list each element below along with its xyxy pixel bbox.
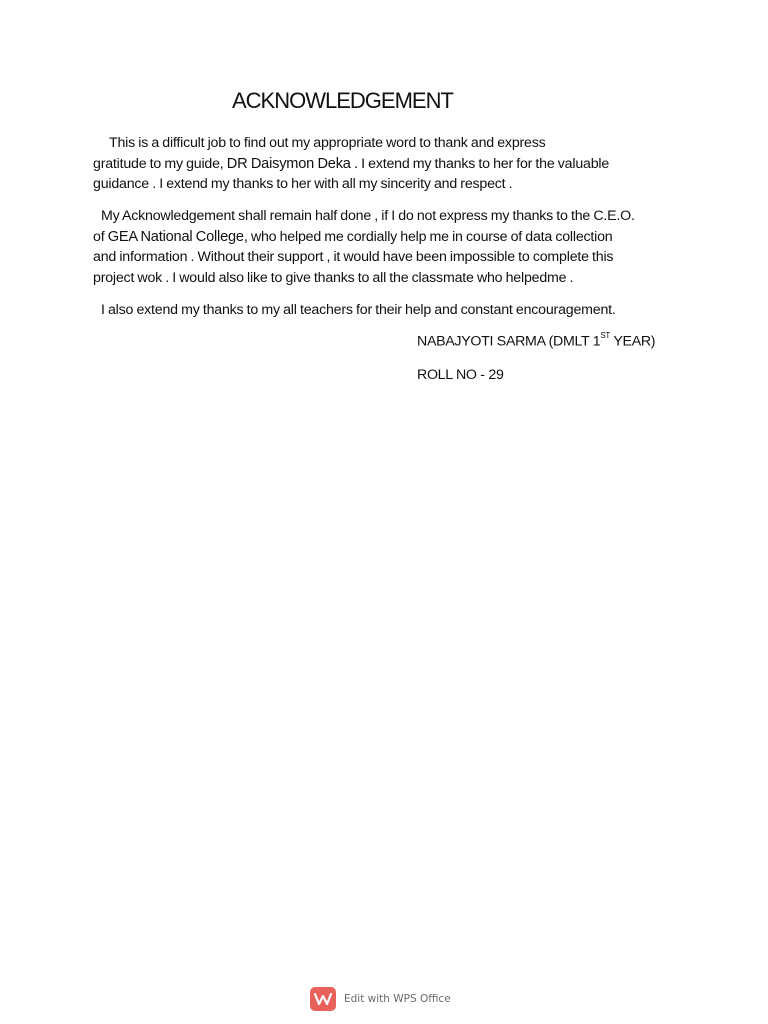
ceo-text: C.E.O. bbox=[593, 208, 635, 224]
text-segment: My Acknowledgement shall remain half done , if I do not express my thanks to the bbox=[101, 208, 594, 224]
paragraph-intro bbox=[93, 133, 673, 195]
paragraph-acknowledgement bbox=[93, 206, 673, 288]
text-segment: YEAR) bbox=[609, 333, 656, 350]
paragraph-line bbox=[93, 227, 673, 248]
text-segment: of bbox=[93, 228, 108, 245]
paragraph-teachers bbox=[93, 300, 673, 321]
guide-name: DR Daisymon Deka . bbox=[226, 155, 358, 172]
text-segment: who helped me cordially help me in course of data collection bbox=[247, 228, 613, 245]
wps-logo-icon bbox=[310, 987, 336, 1011]
paragraph-line: and information . Without their support , it would have been impossible to complete this bbox=[93, 249, 614, 265]
signature-name bbox=[417, 333, 655, 350]
paragraph-line: I also extend my thanks to my all teachers for their help and constant encouragement. bbox=[101, 302, 616, 318]
text-segment: NABAJYOTI SARMA (DMLT 1 bbox=[417, 333, 601, 350]
paragraph-line: guidance . I extend my thanks to her with all my sincerity and respect . bbox=[93, 176, 513, 192]
roll-number: ROLL NO - 29 bbox=[417, 367, 504, 383]
wps-watermark[interactable] bbox=[310, 987, 451, 1011]
college-name: GEA National College, bbox=[107, 228, 248, 245]
paragraph-line: This is a difficult job to find out my appropriate word to thank and express bbox=[109, 135, 546, 151]
superscript: ST bbox=[600, 331, 610, 340]
text-segment: I extend my thanks to her for the valuable bbox=[357, 155, 610, 172]
paragraph-line bbox=[93, 206, 673, 227]
document-title: ACKNOWLEDGEMENT bbox=[232, 88, 453, 113]
text-segment: gratitude to my guide, bbox=[93, 155, 227, 172]
paragraph-line: project wok . I would also like to give thanks to all the classmate who helpedme . bbox=[93, 269, 574, 286]
paragraph-line bbox=[93, 154, 673, 175]
wps-w-glyph bbox=[314, 993, 332, 1005]
wps-edit-link[interactable]: Edit with WPS Office bbox=[344, 993, 451, 1005]
